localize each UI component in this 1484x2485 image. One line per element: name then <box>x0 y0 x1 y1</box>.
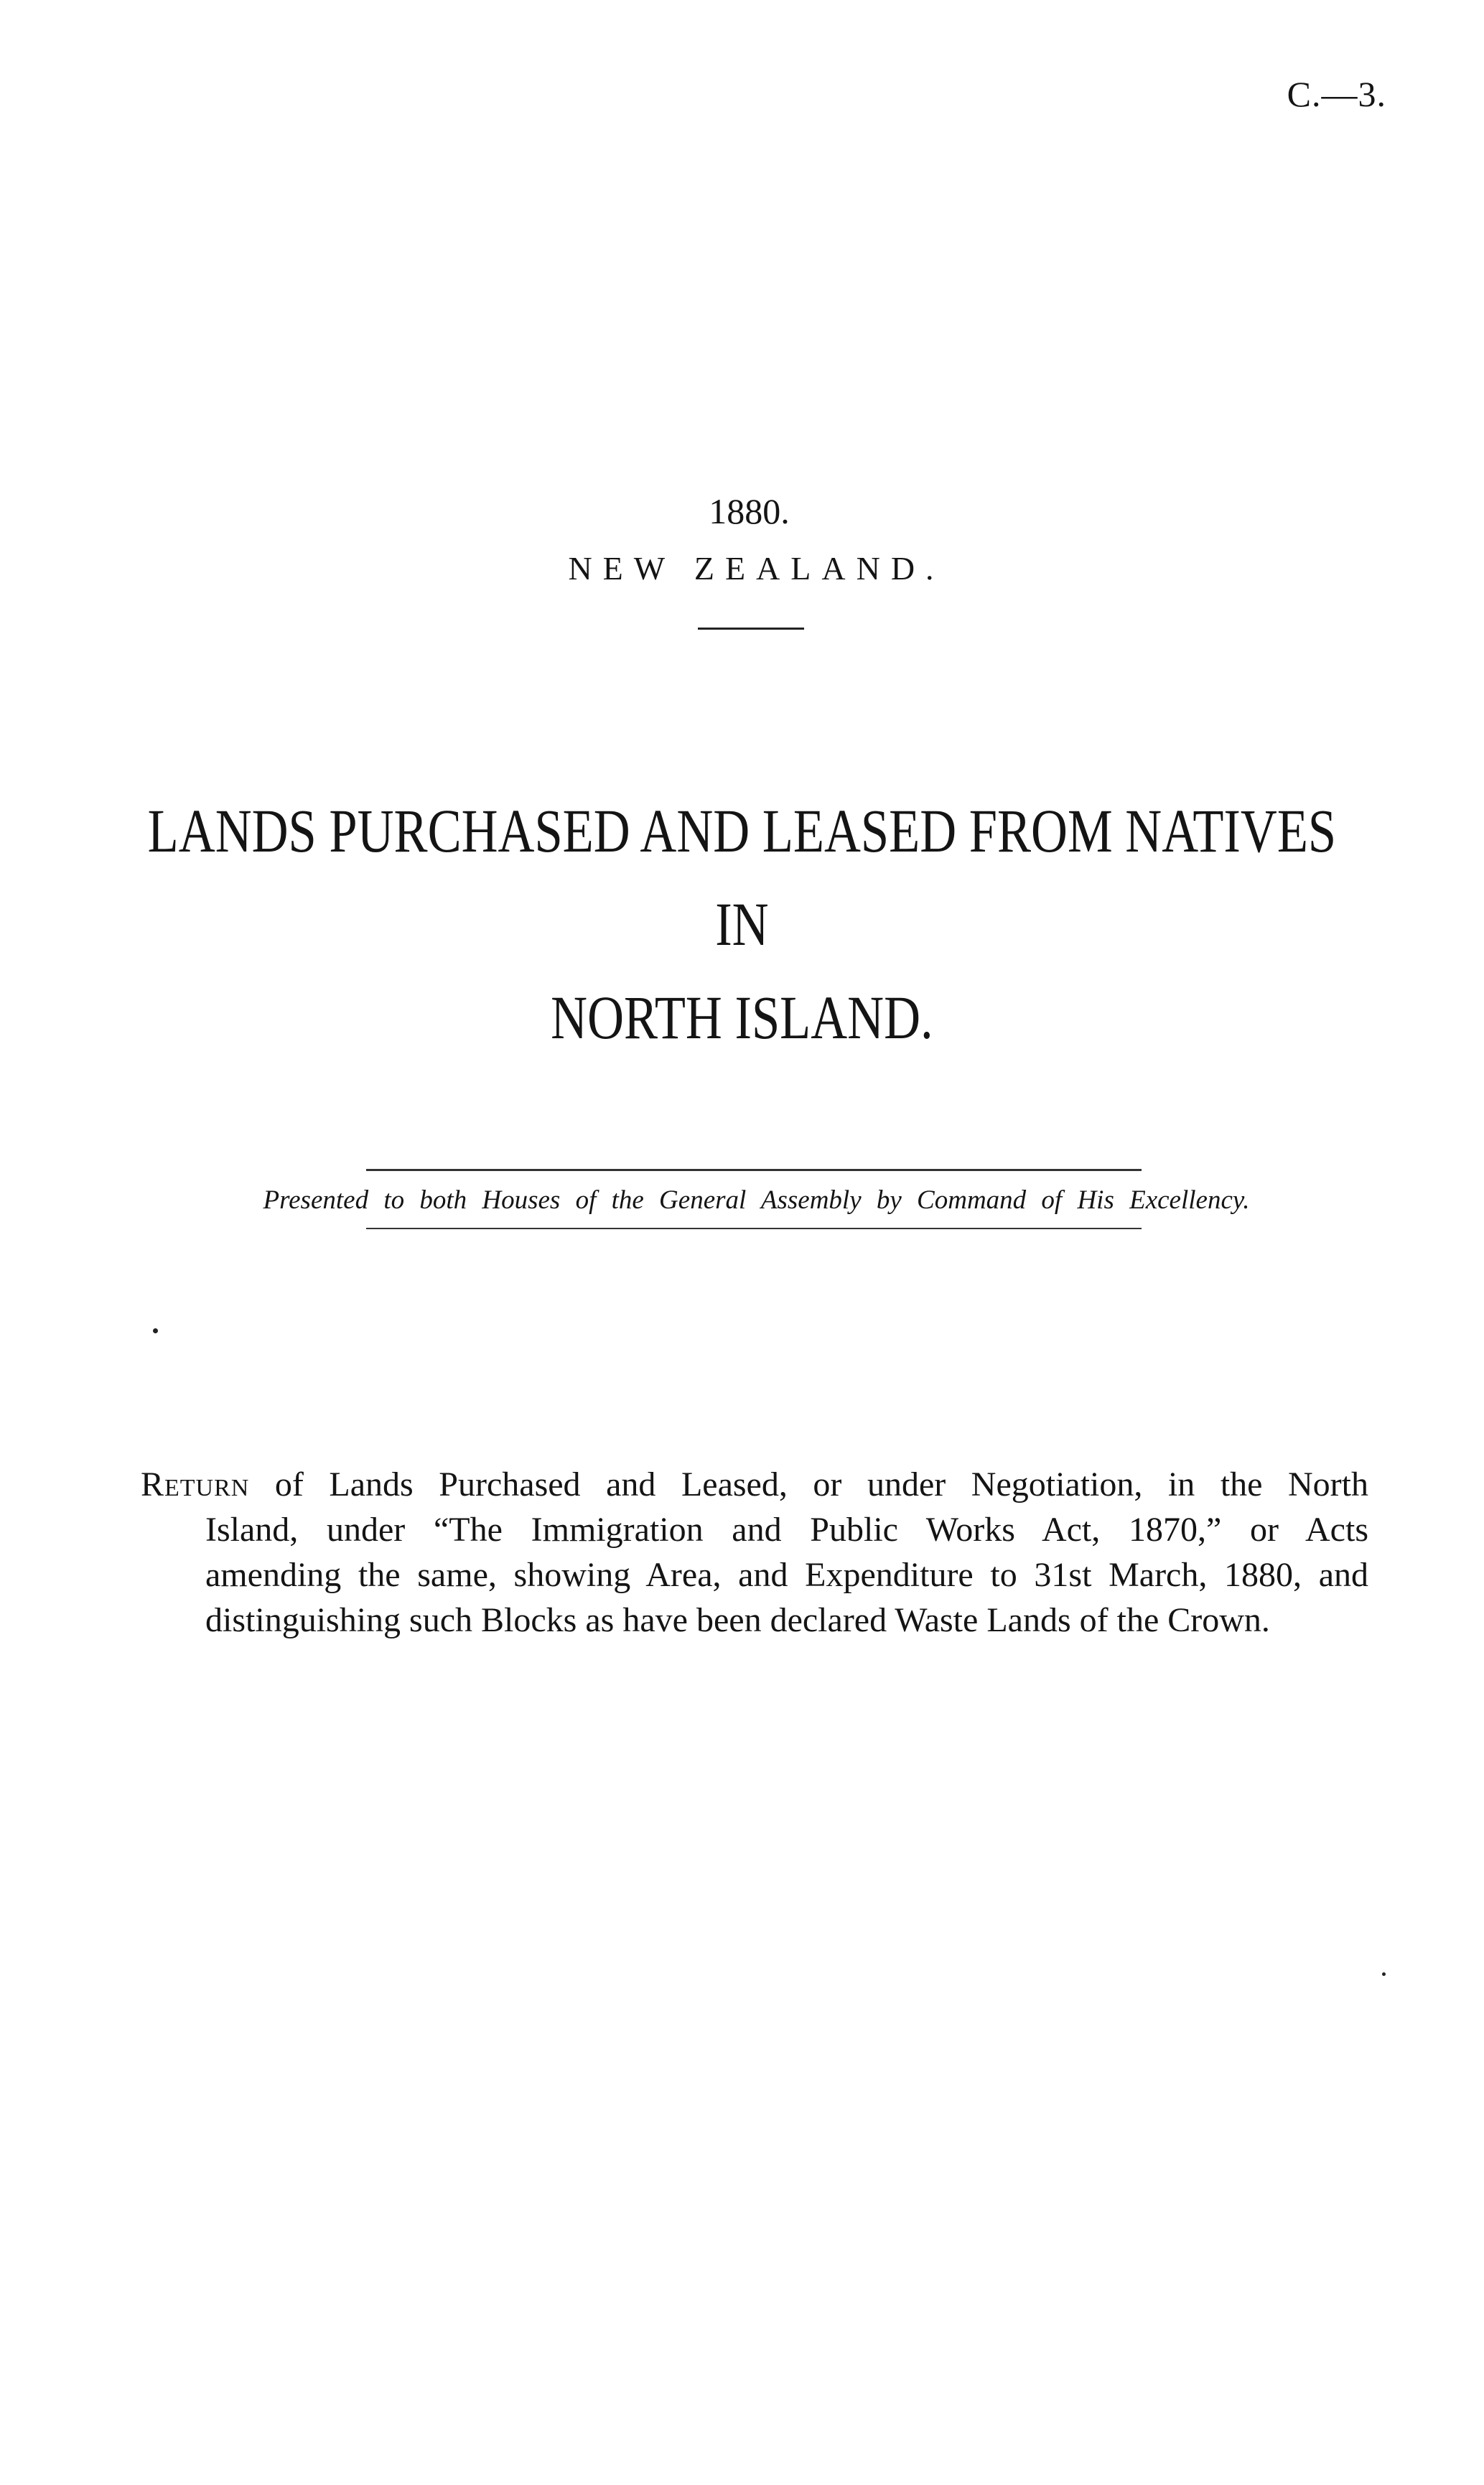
return-statement <box>141 1462 1368 1643</box>
document-title-line-2: NORTH ISLAND. <box>551 983 933 1052</box>
return-statement-line-4: distinguishing such Blocks as have been declared Waste Lands of the Crown. <box>205 1601 1270 1639</box>
document-title <box>134 784 1350 1064</box>
print-speck <box>1382 1972 1386 1976</box>
document-title-line-1: LANDS PURCHASED AND LEASED FROM NATIVES IN <box>147 796 1337 959</box>
return-lead-word: Return <box>141 1465 250 1503</box>
parliamentary-paper-reference: C.—3. <box>1287 74 1386 114</box>
return-statement-line-1: Return of Lands Purchased and Leased, or under Negotiation, in the North <box>141 1465 1368 1503</box>
country-heading: NEW ZEALAND. <box>568 550 945 587</box>
print-speck <box>153 1328 158 1333</box>
publication-year: 1880. <box>709 491 790 531</box>
return-statement-line-2: Island, under “The Immigration and Public Works Act, 1870,” or Acts <box>205 1511 1368 1549</box>
presented-notice: Presented to both Houses of the General Assembly by Command of His Excellency. <box>263 1185 1250 1215</box>
return-statement-line-3: amending the same, showing Area, and Expenditure to 31st March, 1880, and <box>205 1556 1368 1594</box>
section-divider <box>698 628 804 630</box>
presented-top-rule <box>366 1169 1142 1171</box>
presented-bottom-rule <box>366 1228 1142 1229</box>
